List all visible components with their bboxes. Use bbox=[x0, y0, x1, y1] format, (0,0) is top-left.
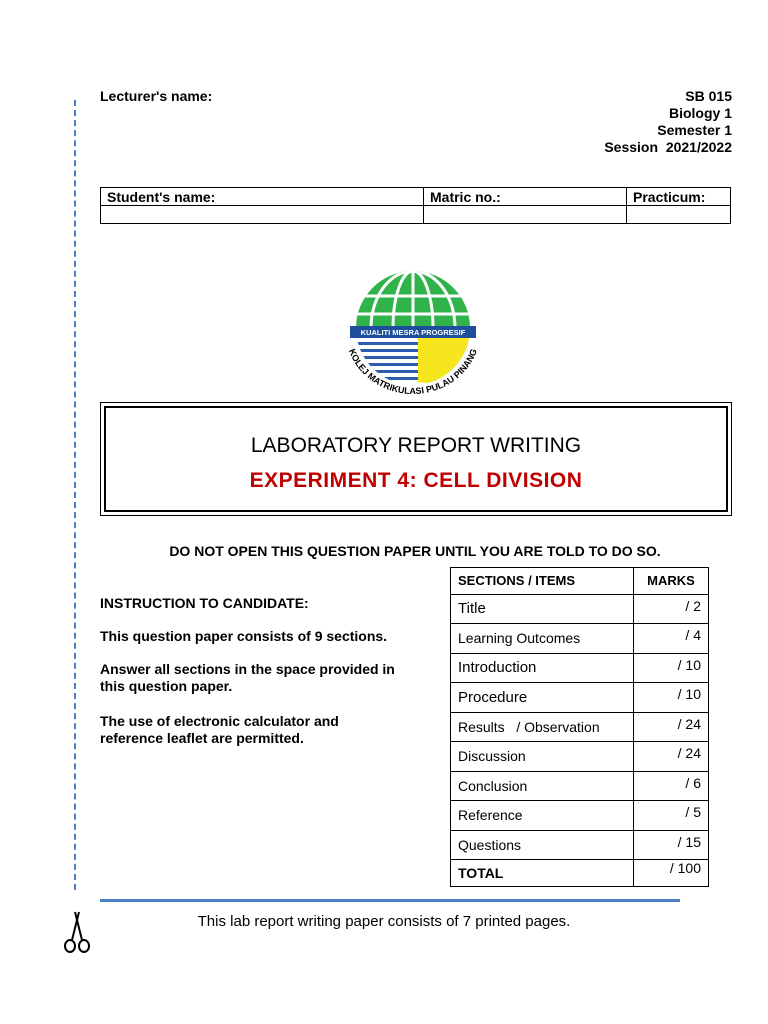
table-row bbox=[451, 830, 709, 860]
student-name-label: Student's name: bbox=[101, 188, 424, 206]
table-row bbox=[451, 742, 709, 772]
table-row bbox=[451, 653, 709, 683]
item-label: Reference bbox=[451, 801, 634, 831]
item-marks: / 24 bbox=[634, 742, 709, 772]
semester: Semester 1 bbox=[657, 122, 732, 138]
student-info-table bbox=[100, 187, 731, 224]
item-label: Title bbox=[451, 594, 634, 624]
sections-header: SECTIONS / ITEMS bbox=[451, 568, 634, 595]
item-marks: / 5 bbox=[634, 801, 709, 831]
cut-line bbox=[74, 100, 76, 890]
item-marks: / 6 bbox=[634, 771, 709, 801]
table-row bbox=[451, 594, 709, 624]
item-label: Procedure bbox=[451, 683, 634, 713]
total-label: TOTAL bbox=[451, 860, 634, 887]
college-logo bbox=[338, 270, 488, 400]
item-label: Conclusion bbox=[451, 771, 634, 801]
total-row bbox=[451, 860, 709, 887]
item-label: Results / Observation bbox=[451, 712, 634, 742]
experiment-title: EXPERIMENT 4: CELL DIVISION bbox=[249, 469, 583, 492]
item-marks: / 15 bbox=[634, 830, 709, 860]
practicum-field[interactable] bbox=[627, 206, 731, 224]
course-code: SB 015 bbox=[685, 88, 732, 104]
item-marks: / 10 bbox=[634, 653, 709, 683]
instruction-answer: Answer all sections in the space provided in this question paper. bbox=[100, 661, 395, 694]
item-label: Questions bbox=[451, 830, 634, 860]
instruction-heading: INSTRUCTION TO CANDIDATE: bbox=[100, 595, 309, 611]
logo-arc-text: KOLEJ MATRIKULASI PULAU PINANG bbox=[347, 347, 479, 396]
matric-no-label: Matric no.: bbox=[424, 188, 627, 206]
item-marks: / 2 bbox=[634, 594, 709, 624]
total-marks: / 100 bbox=[634, 860, 709, 887]
logo-motto: KUALITI MESRA PROGRESIF bbox=[360, 328, 466, 337]
course-info bbox=[604, 88, 732, 156]
practicum-label: Practicum: bbox=[627, 188, 731, 206]
table-row bbox=[451, 771, 709, 801]
table-row bbox=[451, 801, 709, 831]
warning-text: DO NOT OPEN THIS QUESTION PAPER UNTIL YOU ARE TOLD TO DO SO. bbox=[169, 543, 661, 559]
footer-text: This lab report writing paper consists of 7 printed pages. bbox=[197, 913, 571, 930]
table-row bbox=[451, 712, 709, 742]
item-label: Learning Outcomes bbox=[451, 624, 634, 654]
footer-rule bbox=[100, 899, 680, 902]
marks-header: MARKS bbox=[634, 568, 709, 595]
marks-table bbox=[450, 567, 709, 887]
student-name-field[interactable] bbox=[101, 206, 424, 224]
lecturer-name-label: Lecturer's name: bbox=[100, 88, 213, 104]
course-name: Biology 1 bbox=[668, 105, 732, 121]
item-label: Discussion bbox=[451, 742, 634, 772]
item-marks: / 10 bbox=[634, 683, 709, 713]
title-box bbox=[104, 406, 728, 512]
item-marks: / 24 bbox=[634, 712, 709, 742]
table-row bbox=[451, 624, 709, 654]
item-marks: / 4 bbox=[634, 624, 709, 654]
report-title: LABORATORY REPORT WRITING bbox=[250, 434, 582, 457]
item-label: Introduction bbox=[451, 653, 634, 683]
table-row bbox=[451, 683, 709, 713]
instruction-calculator: The use of electronic calculator and reference leaflet are permitted. bbox=[100, 713, 339, 746]
matric-no-field[interactable] bbox=[424, 206, 627, 224]
instruction-sections: This question paper consists of 9 sections. bbox=[100, 628, 388, 644]
session: Session 2021/2022 bbox=[604, 139, 732, 155]
